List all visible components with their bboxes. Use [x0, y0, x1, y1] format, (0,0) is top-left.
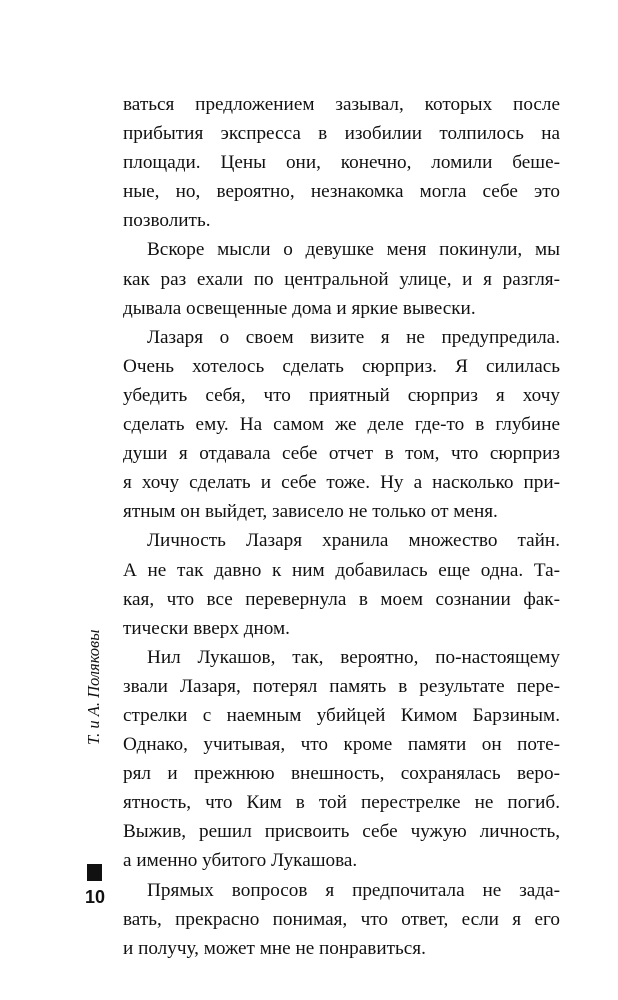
body-text: [123, 90, 560, 963]
running-head-authors: Т. и А. Поляковы: [84, 629, 103, 745]
paragraph-5: [123, 643, 560, 876]
text-line: а именно убитого Лукашова.: [123, 850, 358, 872]
paragraph-2: [123, 235, 560, 322]
text-line: и получу, может мне не понравиться.: [123, 937, 426, 959]
text-line: как раз ехали по центральной улице, и я разгля-: [123, 268, 560, 290]
text-line: вать, прекрасно понимая, что ответ, если я его: [123, 908, 560, 930]
paragraph-3: [123, 323, 560, 527]
text-line: ные, но, вероятно, незнакомка могла себе это: [123, 181, 560, 203]
page-number: 10: [85, 887, 106, 907]
text-line: рял и прежнюю внешность, сохранялась веро-: [123, 763, 560, 785]
text-line: звали Лазаря, потерял память в результате пере-: [123, 675, 560, 697]
text-line: Однако, учитывая, что кроме памяти он поте-: [123, 734, 560, 756]
text-line: А не так давно к ним добавилась еще одна. Та-: [123, 559, 560, 581]
text-line: Нил Лукашов, так, вероятно, по-настоящему: [147, 646, 560, 668]
text-line: Очень хотелось сделать сюрприз. Я силилась: [123, 355, 560, 377]
paragraph-1: [123, 90, 560, 235]
text-line: Прямых вопросов я предпочитала не зада-: [147, 879, 560, 901]
text-line: души я отдавала себе отчет в том, что сюрприз: [123, 443, 560, 465]
text-line: ваться предложением зазывал, которых после: [123, 94, 560, 115]
text-line: дывала освещенные дома и яркие вывески.: [123, 297, 476, 319]
text-line: Выжив, решил присвоить себе чужую личность,: [123, 821, 560, 843]
text-line: ятным он выйдет, зависело не только от меня.: [123, 501, 498, 523]
text-line: сделать ему. На самом же деле где-то в глубине: [123, 414, 560, 436]
section-marker: [87, 864, 102, 881]
text-line: ятность, что Ким в той перестрелке не погиб.: [123, 792, 560, 814]
paragraph-4: [123, 526, 560, 642]
text-line: площади. Цены они, конечно, ломили беше-: [123, 152, 560, 174]
text-line: позволить.: [123, 210, 211, 232]
text-line: стрелки с наемным убийцей Кимом Барзиным.: [123, 704, 560, 726]
text-line: Личность Лазаря хранила множество тайн.: [147, 530, 560, 552]
text-line: я хочу сделать и себе тоже. Ну а насколько при-: [123, 472, 560, 494]
paragraph-6: [123, 876, 560, 963]
text-line: тически вверх дном.: [123, 617, 290, 639]
text-line: Вскоре мысли о девушке меня покинули, мы: [147, 239, 560, 261]
text-line: Лазаря о своем визите я не предупредила.: [147, 326, 560, 348]
text-line: убедить себя, что приятный сюрприз я хочу: [123, 384, 560, 406]
text-line: прибытия экспресса в изобилии толпилось на: [123, 123, 560, 145]
text-line: кая, что все перевернула в моем сознании фак-: [123, 588, 560, 610]
